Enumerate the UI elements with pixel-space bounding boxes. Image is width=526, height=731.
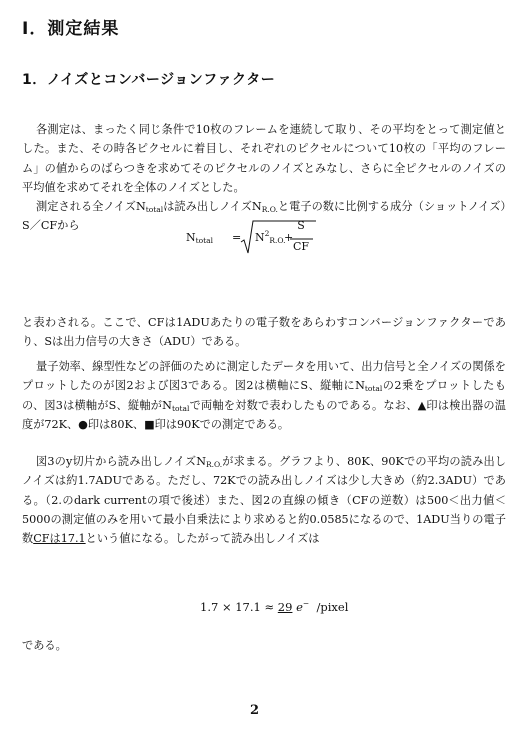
subscript: total [364,384,383,394]
subscript: total [145,205,164,215]
formula-readout-term: $N^2_{R.O.}$ [255,229,286,245]
paragraph-closing: である。 [22,639,67,652]
formula-plus: + [284,231,294,244]
paragraph-text: で両軸を対数で表わしたものである。なお、▲印は検出器の温度が72K、●印は80K、■印は90Kでの測定である。 [22,398,506,431]
subsection-heading: 1．ノイズとコンバージョンファクター [22,72,276,88]
underlined-value: CFは17.1 [33,532,86,546]
subscript: R.O. [261,205,278,215]
paragraph-text: の2乗をプロットしたもの、図3は横軸がS、縦軸がN [22,379,506,412]
noise-formula [186,217,310,261]
paragraph-plots [22,357,506,434]
paragraph-text: と電子の数に比例する成分（ショットノイズ）S／CFから [22,200,507,233]
paragraph-results [22,452,506,548]
readout-noise-formula [200,600,348,614]
formula-result: 29 [277,600,293,614]
formula-numerator: S [297,219,305,232]
paragraph-text: という値になる。したがって読み出しノイズは [85,532,320,546]
subscript: R.O. [206,460,223,469]
section-heading: I．測定結果 [22,19,120,39]
paragraph-text: 量子効率、線型性などの評価のために測定したデータを用いて、出力信号と全ノイズの関係をプロットしたのが図2および図3である。図2は横軸にS、縦軸にN [22,360,506,393]
paragraph-text: 測定される全ノイズN [36,200,146,214]
formula-expression: 1.7 × 17.1 ≈ [200,600,278,614]
formula-equals: = [232,231,242,244]
formula-sup: − [302,599,310,608]
subscript: total [171,403,190,413]
paragraph-text: 各測定は、まったく同じ条件で10枚のフレームを連続して取り、その平均をとって測定値とした。また、その時各ピクセルに着目し、それぞれのピクセルについて10枚の「平均のフレーム」の値からのばらつきを求めてそのピクセルのノイズとみなし、さらに全ピクセルのノイズの平均値を求めてそれを全体のノイズとした。 [22,123,506,194]
formula-unit: /pixel [316,600,349,614]
formula-lhs: $N_{total}$ [186,231,214,245]
paragraph-text: は読み出しノイズN [163,200,262,214]
formula-denominator: CF [292,240,310,253]
page-number: 2 [250,703,260,718]
paragraph-text: が求まる。グラフより、80K、90Kでの平均の読み出しノイズは約1.7ADUである。ただし、72Kでの読み出しノイズは少し大きめ（約2.3ADU）である。（2.のdark currentの項で後述）また、図2の直線の傾き（CFの逆数）は500＜出力値＜5000の測定値のみを用いて最小自乗法により求めると約0.0585になるので、1ADU当りの電子数 [22,455,506,546]
paragraph-text: 図3のy切片から読み出しノイズN [36,455,206,468]
paragraph-definition: と表わされる。ここで、CFは1ADUあたりの電子数をあらわすコンバージョンファクターであり、Sは出力信号の大きさ（ADU）である。 [22,316,506,349]
formula-electron: e [296,600,303,614]
